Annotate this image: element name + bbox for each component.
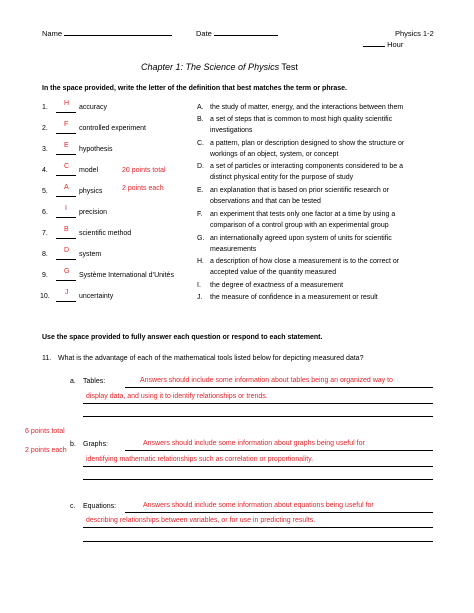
answer-line[interactable] bbox=[83, 416, 433, 417]
title-chapter: Chapter 1: The Science of Physics bbox=[141, 62, 280, 72]
course-label: Physics 1-2 bbox=[395, 29, 434, 38]
term-number: 7. bbox=[42, 230, 48, 237]
answer-line[interactable] bbox=[125, 387, 433, 388]
answer-letter: J bbox=[65, 289, 69, 296]
definition-text: the measure of confidence in a measurement or result bbox=[210, 294, 378, 301]
answer-text: describing relationships between variables, or for use in predicting results. bbox=[86, 517, 316, 524]
answer-blank[interactable] bbox=[56, 280, 76, 281]
short-answer-instruction: Use the space provided to fully answer each question or respond to each statement. bbox=[42, 334, 323, 341]
answer-line[interactable] bbox=[83, 466, 433, 467]
answer-letter: A bbox=[64, 184, 69, 191]
definition-text: an experiment that tests only one factor at a time by using a bbox=[210, 211, 396, 218]
answer-letter: G bbox=[64, 268, 70, 275]
definition-text: a set of particles or interacting components considered to be a bbox=[210, 163, 403, 170]
term-label: precision bbox=[79, 209, 108, 216]
answer-line[interactable] bbox=[125, 450, 433, 451]
definition-text: investigations bbox=[210, 127, 253, 134]
answer-line[interactable] bbox=[83, 541, 433, 542]
answer-letter: E bbox=[64, 142, 69, 149]
term-label: model bbox=[79, 167, 99, 174]
definition-letter: B. bbox=[197, 116, 204, 123]
term-label: physics bbox=[79, 188, 103, 195]
term-number: 3. bbox=[42, 146, 48, 153]
hour-label: Hour bbox=[387, 40, 404, 49]
term-label: Système International d’Unités bbox=[79, 272, 174, 279]
answer-line[interactable] bbox=[83, 403, 433, 404]
short-answer-points-each: 2 points each bbox=[25, 447, 67, 454]
date-blank[interactable] bbox=[214, 35, 278, 36]
term-label: accuracy bbox=[79, 104, 108, 111]
definition-text: workings of an object, system, or concept bbox=[210, 151, 339, 158]
definition-text: an internationally agreed upon system of units for scientific bbox=[210, 235, 392, 242]
name-blank[interactable] bbox=[64, 35, 172, 36]
answer-text: Answers should include some information about graphs being useful for bbox=[143, 440, 365, 447]
term-number: 4. bbox=[42, 167, 48, 174]
question-text: What is the advantage of each of the mathematical tools listed below for depicting measured data? bbox=[58, 355, 364, 362]
answer-letter: H bbox=[64, 100, 70, 107]
name-field[interactable] bbox=[42, 29, 172, 38]
definition-text: accepted value of the quantity measured bbox=[210, 269, 337, 276]
definition-text: comparison of a control group with an experimental group bbox=[210, 222, 389, 229]
hour-field[interactable] bbox=[363, 40, 403, 49]
definition-letter: A. bbox=[197, 104, 204, 111]
term-number: 5. bbox=[42, 188, 48, 195]
definition-letter: J. bbox=[197, 294, 203, 301]
definition-letter: E. bbox=[197, 187, 204, 194]
definition-letter: C. bbox=[197, 140, 204, 147]
answer-letter: D bbox=[64, 247, 70, 254]
term-label: uncertainty bbox=[79, 293, 114, 300]
term-number: 9. bbox=[42, 272, 48, 279]
answer-blank[interactable] bbox=[56, 175, 76, 176]
answer-line[interactable] bbox=[125, 512, 433, 513]
date-label: Date bbox=[196, 29, 212, 38]
answer-text: display data, and using it to identify relationships or trends. bbox=[86, 393, 268, 400]
definition-letter: F. bbox=[197, 211, 203, 218]
answer-letter: B bbox=[64, 226, 69, 233]
term-label: system bbox=[79, 251, 102, 258]
answer-blank[interactable] bbox=[56, 217, 76, 218]
definition-text: measurements bbox=[210, 246, 257, 253]
answer-blank[interactable] bbox=[56, 133, 76, 134]
part-letter: b. bbox=[70, 441, 76, 448]
term-number: 2. bbox=[42, 125, 48, 132]
part-letter: a. bbox=[70, 378, 76, 385]
definition-text: observations and that can be tested bbox=[210, 198, 321, 205]
term-number: 6. bbox=[42, 209, 48, 216]
definition-letter: H. bbox=[197, 258, 204, 265]
short-answer-points-total: 6 points total bbox=[25, 428, 65, 435]
name-label: Name bbox=[42, 29, 63, 38]
definition-letter: D. bbox=[197, 163, 204, 170]
title-suffix: Test bbox=[281, 62, 298, 72]
definition-text: the degree of exactness of a measurement bbox=[210, 282, 344, 289]
matching-points-each: 2 points each bbox=[122, 185, 164, 192]
part-label: Tables: bbox=[83, 378, 106, 385]
definition-letter: I. bbox=[197, 282, 201, 289]
term-label: controlled experiment bbox=[79, 125, 146, 132]
definition-letter: G. bbox=[197, 235, 205, 242]
answer-text: Answers should include some information about tables being an organized way to bbox=[140, 377, 393, 384]
part-letter: c. bbox=[70, 503, 76, 510]
definition-text: distinct physical entity for the purpose of study bbox=[210, 174, 354, 181]
page-title bbox=[141, 62, 298, 72]
part-label: Equations: bbox=[83, 503, 117, 510]
definition-text: a pattern, plan or description designed to show the structure or bbox=[210, 140, 405, 147]
answer-blank[interactable] bbox=[56, 196, 76, 197]
definition-text: a description of how close a measurement is to the correct or bbox=[210, 258, 400, 265]
answer-text: Answers should include some information about equations being useful for bbox=[143, 502, 374, 509]
answer-blank[interactable] bbox=[56, 112, 76, 113]
answer-blank[interactable] bbox=[56, 259, 76, 260]
answer-text: identifying mathematic relationships such as correlation or proportionality. bbox=[86, 456, 314, 463]
part-label: Graphs: bbox=[83, 441, 108, 448]
matching-instruction: In the space provided, write the letter of the definition that best matches the term or phrase. bbox=[42, 85, 347, 92]
term-number: 8. bbox=[42, 251, 48, 258]
matching-points-total: 20 points total bbox=[122, 167, 166, 174]
definition-text: the study of matter, energy, and the interactions between them bbox=[210, 104, 404, 111]
answer-blank[interactable] bbox=[56, 154, 76, 155]
date-field[interactable] bbox=[196, 29, 278, 38]
term-label: scientific method bbox=[79, 230, 132, 237]
answer-letter: F bbox=[64, 121, 69, 128]
definition-text: an explanation that is based on prior scientific research or bbox=[210, 187, 389, 194]
definition-text: a set of steps that is common to most high quality scientific bbox=[210, 116, 393, 123]
answer-blank[interactable] bbox=[56, 238, 76, 239]
hour-blank[interactable] bbox=[363, 46, 385, 47]
term-number: 10. bbox=[40, 293, 50, 300]
term-number: 1. bbox=[42, 104, 48, 111]
answer-letter: C bbox=[64, 163, 70, 170]
question-number: 11. bbox=[42, 355, 52, 362]
answer-letter: I bbox=[65, 205, 67, 212]
answer-line[interactable] bbox=[83, 527, 433, 528]
answer-blank[interactable] bbox=[56, 301, 76, 302]
term-label: hypothesis bbox=[79, 146, 113, 153]
answer-line[interactable] bbox=[83, 479, 433, 480]
